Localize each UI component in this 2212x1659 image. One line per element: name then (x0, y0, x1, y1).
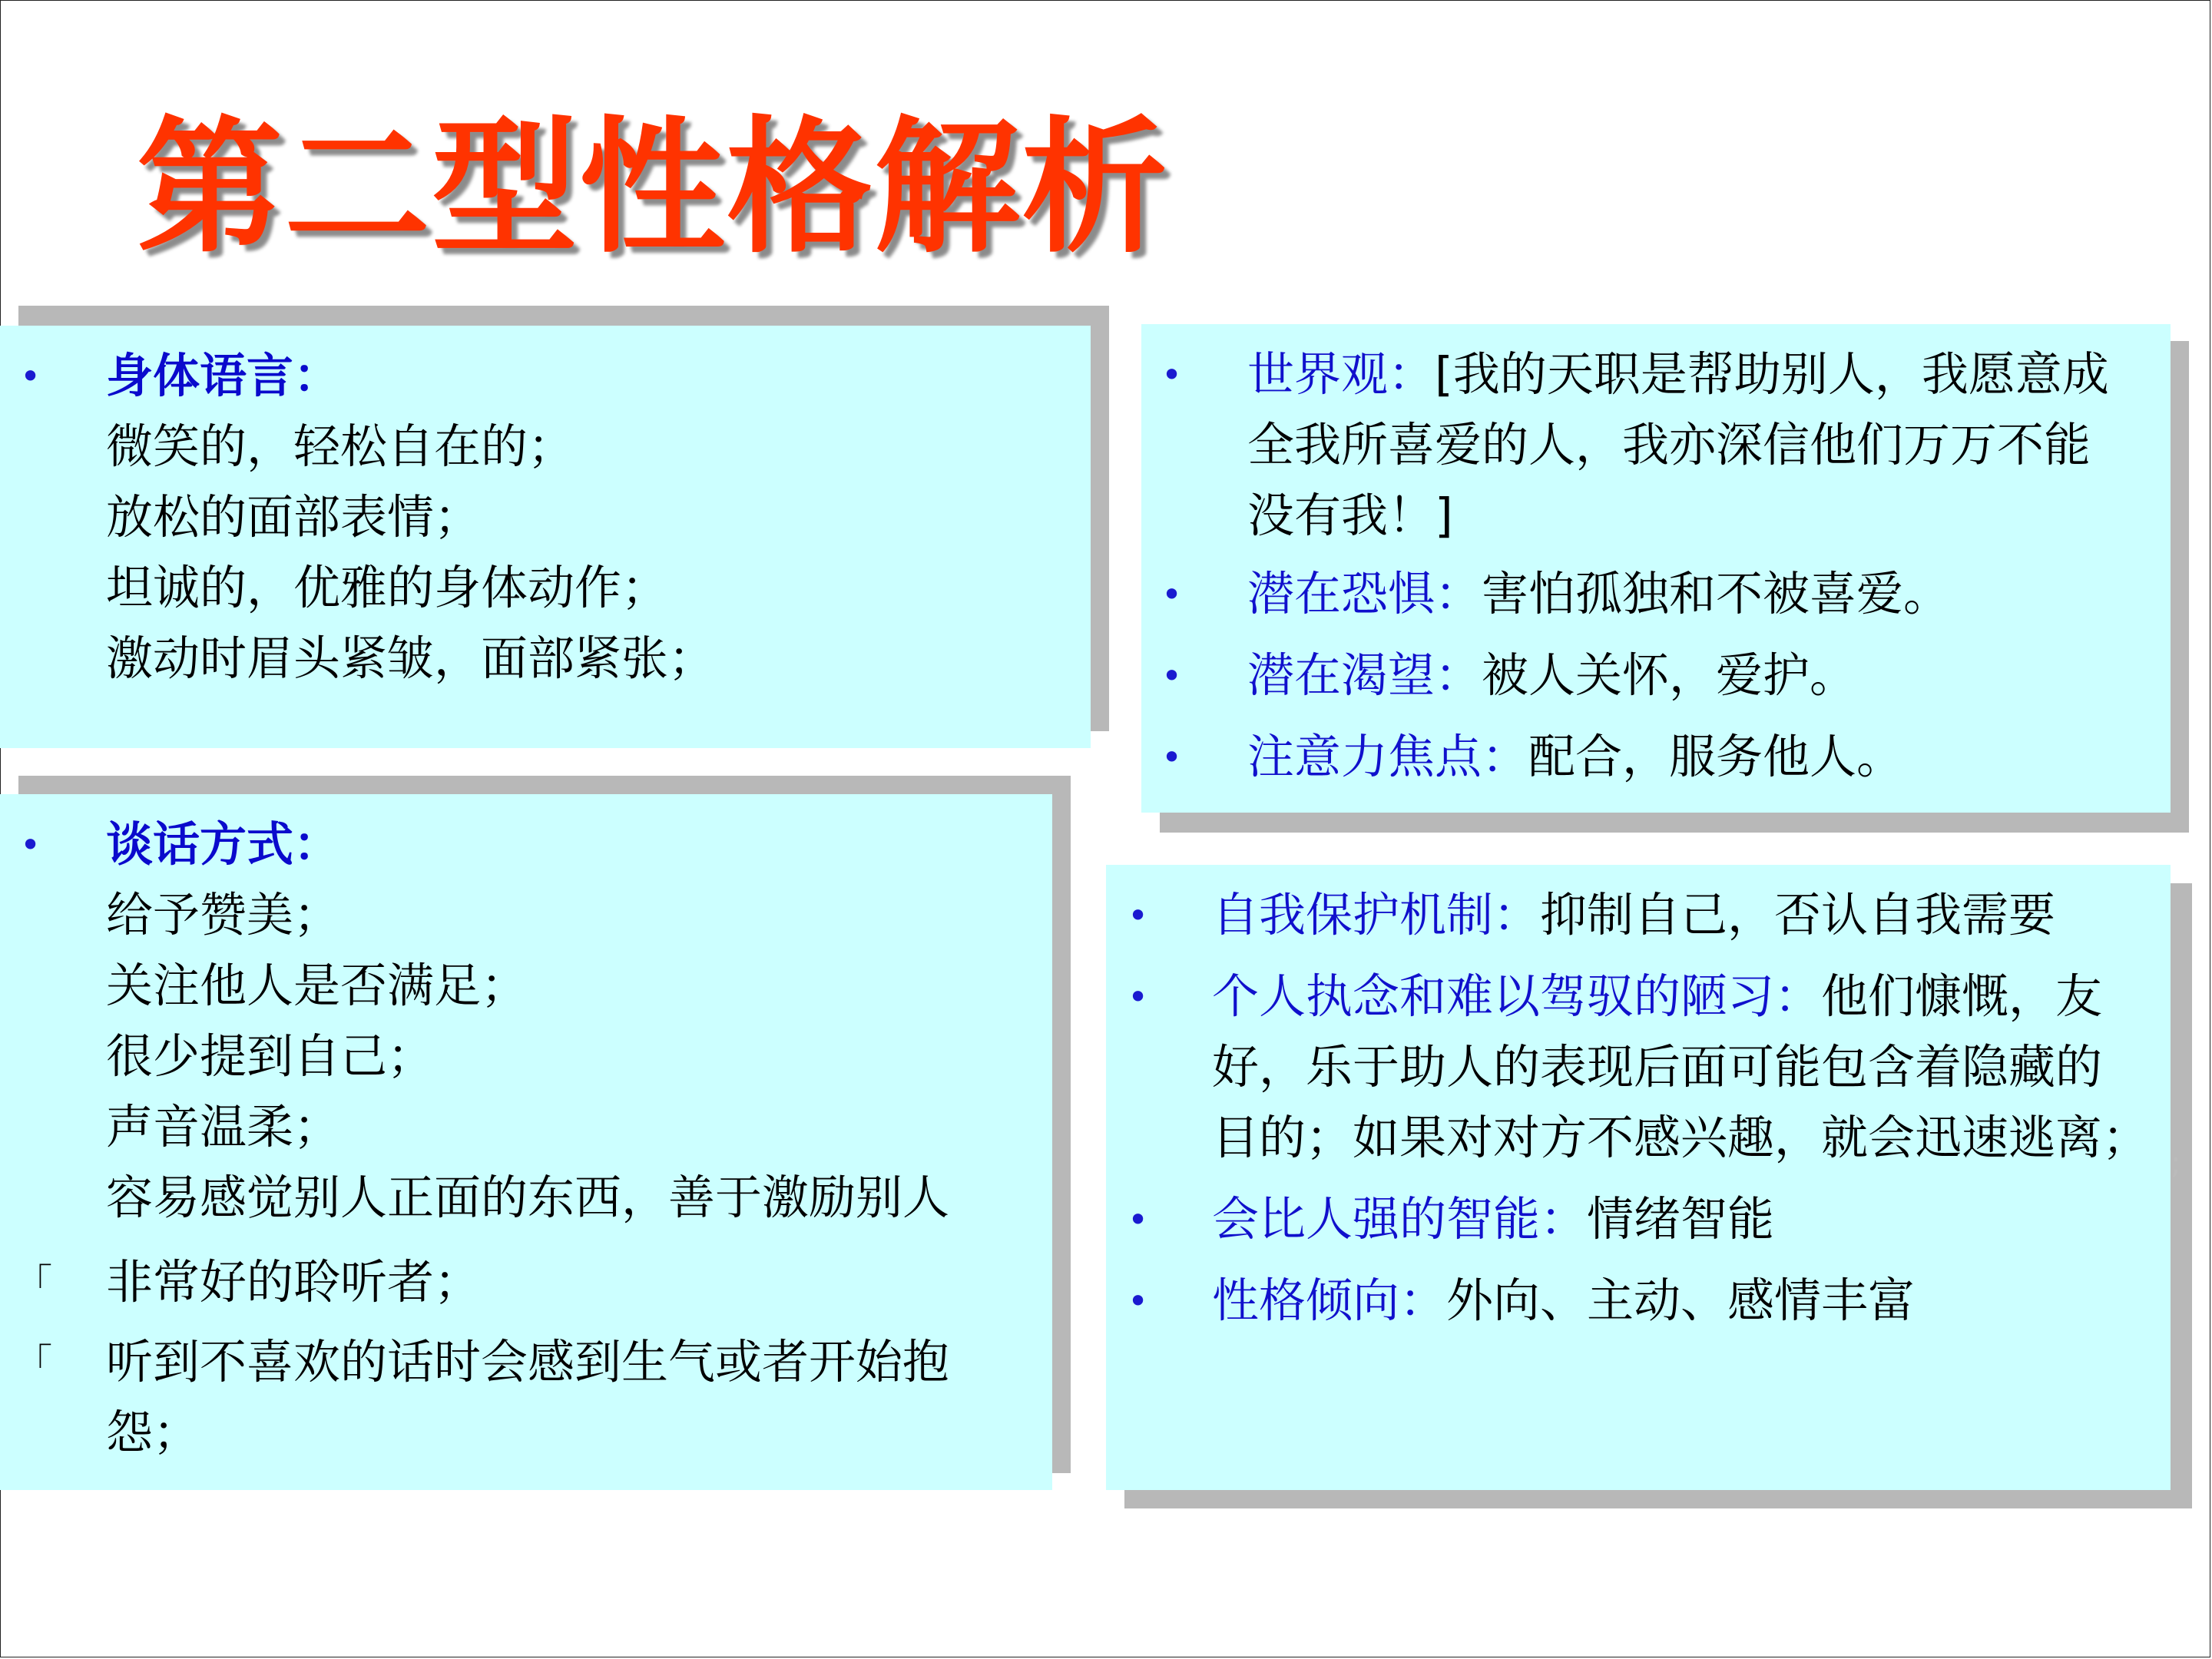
body-language-box (0, 326, 1091, 748)
defense-line (1212, 880, 2055, 951)
bullet-icon: • (1161, 655, 1183, 697)
worldview-line: 全我所喜爱的人，我亦深信他们万万不能 (1247, 418, 2091, 472)
fear-text: 害怕孤独和不被喜爱。 (1482, 567, 1951, 621)
bracket-bullet-icon: 「 (15, 1261, 53, 1304)
worldview-box (1141, 324, 2171, 813)
slide-title: 第二型性格解析 (137, 103, 1170, 273)
intelligence-text: 情绪智能 (1587, 1192, 1775, 1247)
desire-label: 潜在渴望： (1247, 648, 1482, 703)
speech-heading: 谈话方式： (106, 817, 341, 872)
bullet-icon: • (1128, 1280, 1149, 1322)
worldview-label: 世界观： (1247, 347, 1435, 402)
intelligence-line (1212, 1184, 1774, 1255)
bullet-icon: • (1128, 976, 1149, 1018)
speech-line: 给予赞美； (106, 888, 341, 942)
tendency-text: 外向、主动、感情丰富 (1446, 1273, 1916, 1328)
bullet-icon: • (20, 356, 41, 397)
bullet-icon: • (20, 824, 41, 866)
body-language-line: 激动时眉头紧皱，面部紧张； (106, 631, 716, 686)
defense-box (1106, 865, 2171, 1490)
body-language-heading: 身体语言： (106, 349, 341, 403)
fear-label: 潜在恐惧： (1247, 567, 1482, 621)
passion-line: 目的；如果对对方不感兴趣，就会迅速逃离； (1212, 1111, 2150, 1165)
intelligence-label: 会比人强的智能： (1212, 1192, 1588, 1247)
bracket-bullet-icon: 「 (15, 1341, 53, 1384)
bullet-icon: • (1128, 1199, 1149, 1240)
tendency-line (1212, 1266, 1915, 1336)
passion-line (1212, 962, 2102, 1032)
defense-label: 自我保护机制： (1212, 888, 1541, 942)
desire-line (1247, 641, 1856, 711)
speech-bracket-line: 怨； (106, 1406, 200, 1460)
tendency-label: 性格倾向： (1212, 1273, 1447, 1328)
body-language-line: 放松的面部表情； (106, 490, 482, 545)
fear-line (1247, 559, 1950, 630)
speech-line: 很少提到自己； (106, 1029, 435, 1084)
bullet-icon: • (1128, 895, 1149, 936)
bullet-icon: • (1161, 737, 1183, 778)
speech-line: 声音温柔； (106, 1100, 341, 1154)
worldview-text: [我的天职是帮助别人，我愿意成 (1435, 347, 2109, 402)
speech-bracket-line: 听到不喜欢的话时会感到生气或者开始抱 (106, 1335, 950, 1389)
stray-mark: ; (2171, 1146, 2181, 1181)
speech-bracket-line: 非常好的聆听者； (106, 1255, 482, 1310)
speech-line: 关注他人是否满足； (106, 959, 528, 1013)
bullet-icon: • (1161, 574, 1183, 615)
defense-text: 抑制自己，否认自我需要 (1540, 888, 2056, 942)
worldview-line: 没有我！] (1247, 488, 1453, 543)
passion-text: 他们慷慨，友 (1821, 969, 2103, 1024)
speech-box (0, 794, 1052, 1490)
focus-label: 注意力焦点： (1247, 730, 1529, 784)
focus-text: 配合，服务他人。 (1528, 730, 1904, 784)
body-language-line: 坦诚的，优雅的身体动作； (106, 561, 669, 615)
passion-label: 个人执念和难以驾驭的陋习： (1212, 969, 1822, 1024)
focus-line (1247, 722, 1903, 793)
worldview-line (1247, 339, 2109, 410)
speech-line: 容易感觉别人正面的东西，善于激励别人 (106, 1171, 950, 1225)
body-language-line: 微笑的，轻松自在的； (106, 419, 575, 474)
bullet-icon: • (1161, 354, 1183, 396)
desire-text: 被人关怀，爱护。 (1482, 648, 1857, 703)
passion-line: 好，乐于助人的表现后面可能包含着隐藏的 (1212, 1040, 2103, 1094)
